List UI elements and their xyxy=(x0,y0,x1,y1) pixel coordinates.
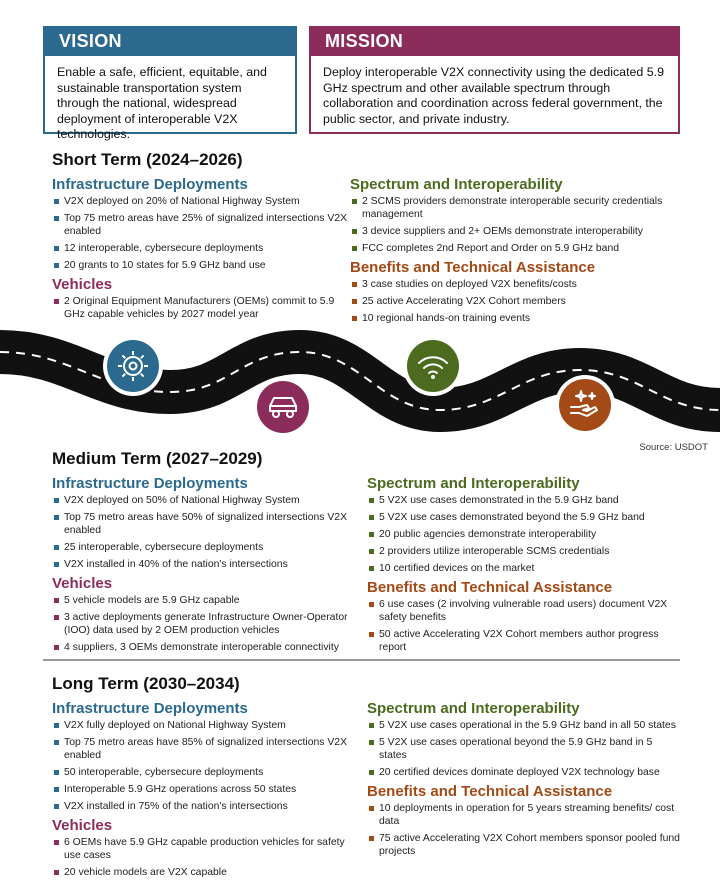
list-item: Top 75 metro areas have 85% of signalized intersections V2X enabled xyxy=(52,736,357,762)
list-item: FCC completes 2nd Report and Order on 5.9 GHz band xyxy=(350,242,685,255)
mission-title: MISSION xyxy=(311,28,678,56)
medium-spectrum-list xyxy=(367,494,682,575)
medium-term-title: Medium Term (2027–2029) xyxy=(52,449,263,468)
list-item: 50 interoperable, cybersecure deployments xyxy=(52,766,357,779)
list-item: 75 active Accelerating V2X Cohort members sponsor pooled fund projects xyxy=(367,832,682,858)
long-benefits-list xyxy=(367,802,682,858)
list-item: 50 active Accelerating V2X Cohort members author progress report xyxy=(367,628,682,654)
long-vehicles-list xyxy=(52,836,357,879)
medium-term-left-column xyxy=(52,475,357,658)
medium-benefits-list xyxy=(367,598,682,654)
list-item: 2 providers utilize interoperable SCMS credentials xyxy=(367,545,682,558)
long-infrastructure-heading: Infrastructure Deployments xyxy=(52,700,248,717)
short-term-left-column xyxy=(52,176,352,325)
list-item: 10 regional hands-on training events xyxy=(350,312,685,325)
medium-benefits-heading: Benefits and Technical Assistance xyxy=(367,579,613,596)
road-graphic xyxy=(0,330,720,440)
medium-vehicles-heading: Vehicles xyxy=(52,575,113,592)
source-credit: Source: USDOT xyxy=(639,442,708,453)
short-spectrum-heading: Spectrum and Interoperability xyxy=(350,176,563,193)
list-item: V2X installed in 40% of the nation's intersections xyxy=(52,558,357,571)
list-item: 10 deployments in operation for 5 years streaming benefits/ cost data xyxy=(367,802,682,828)
list-item: 3 case studies on deployed V2X benefits/costs xyxy=(350,278,685,291)
short-vehicles-heading: Vehicles xyxy=(52,276,113,293)
car-icon xyxy=(253,377,313,437)
list-item: 3 active deployments generate Infrastructure Owner-Operator (IOO) data used by 2 OEM production vehicles xyxy=(52,611,357,637)
hand-sparkle-icon xyxy=(555,375,615,435)
long-benefits-heading: Benefits and Technical Assistance xyxy=(367,783,613,800)
list-item: 2 SCMS providers demonstrate interoperable security credentials management xyxy=(350,195,685,221)
list-item: 20 vehicle models are V2X capable xyxy=(52,866,357,879)
list-item: 5 V2X use cases operational beyond the 5.9 GHz band in 5 states xyxy=(367,736,682,762)
list-item: 4 suppliers, 3 OEMs demonstrate interoperable connectivity xyxy=(52,641,357,654)
list-item: 10 certified devices on the market xyxy=(367,562,682,575)
list-item: V2X fully deployed on National Highway System xyxy=(52,719,357,732)
list-item: Top 75 metro areas have 50% of signalized intersections V2X enabled xyxy=(52,511,357,537)
short-term-right-column xyxy=(350,176,685,329)
long-term-right-column xyxy=(367,700,682,862)
short-term-title: Short Term (2024–2026) xyxy=(52,150,243,169)
list-item: 5 vehicle models are 5.9 GHz capable xyxy=(52,594,357,607)
vision-box xyxy=(43,26,297,141)
long-spectrum-heading: Spectrum and Interoperability xyxy=(367,700,580,717)
vision-title: VISION xyxy=(45,28,295,56)
short-vehicles-list xyxy=(52,295,352,321)
wifi-icon xyxy=(403,336,463,396)
mission-box xyxy=(309,26,680,134)
medium-term-right-column xyxy=(367,475,682,658)
short-spectrum-list xyxy=(350,195,685,255)
long-spectrum-list xyxy=(367,719,682,779)
list-item: 6 use cases (2 involving vulnerable road users) document V2X safety benefits xyxy=(367,598,682,624)
list-item: 20 public agencies demonstrate interoperability xyxy=(367,528,682,541)
list-item: V2X deployed on 50% of National Highway System xyxy=(52,494,357,507)
list-item: 25 interoperable, cybersecure deployments xyxy=(52,541,357,554)
list-item: Top 75 metro areas have 25% of signalized intersections V2X enabled xyxy=(52,212,352,238)
short-infrastructure-list xyxy=(52,195,352,272)
short-benefits-heading: Benefits and Technical Assistance xyxy=(350,259,596,276)
long-vehicles-heading: Vehicles xyxy=(52,817,113,834)
long-term-left-column xyxy=(52,700,357,883)
list-item: 25 active Accelerating V2X Cohort members xyxy=(350,295,685,308)
long-term-title: Long Term (2030–2034) xyxy=(52,674,240,693)
short-infrastructure-heading: Infrastructure Deployments xyxy=(52,176,248,193)
list-item: 5 V2X use cases operational in the 5.9 GHz band in all 50 states xyxy=(367,719,682,732)
short-benefits-list xyxy=(350,278,685,325)
mission-text: Deploy interoperable V2X connectivity using the dedicated 5.9 GHz spectrum and other available spectrum through collaboration and coordination across federal government, the public sector, and private industry. xyxy=(323,65,664,126)
list-item: 20 certified devices dominate deployed V2X technology base xyxy=(367,766,682,779)
long-infrastructure-list xyxy=(52,719,357,813)
list-item: V2X deployed on 20% of National Highway System xyxy=(52,195,352,208)
section-divider xyxy=(43,659,680,661)
list-item: 3 device suppliers and 2+ OEMs demonstrate interoperability xyxy=(350,225,685,238)
gear-icon xyxy=(103,336,163,396)
list-item: 12 interoperable, cybersecure deployments xyxy=(52,242,352,255)
list-item: Interoperable 5.9 GHz operations across 50 states xyxy=(52,783,357,796)
list-item: 20 grants to 10 states for 5.9 GHz band use xyxy=(52,259,352,272)
medium-vehicles-list xyxy=(52,594,357,654)
medium-infrastructure-list xyxy=(52,494,357,571)
vision-text: Enable a safe, efficient, equitable, and sustainable transportation system through the national, widespread deployment of interoperable V2X technologies. xyxy=(57,65,267,141)
list-item: 6 OEMs have 5.9 GHz capable production vehicles for safety use cases xyxy=(52,836,357,862)
list-item: 5 V2X use cases demonstrated in the 5.9 GHz band xyxy=(367,494,682,507)
list-item: V2X installed in 75% of the nation's intersections xyxy=(52,800,357,813)
medium-infrastructure-heading: Infrastructure Deployments xyxy=(52,475,248,492)
list-item: 2 Original Equipment Manufacturers (OEMs) commit to 5.9 GHz capable vehicles by 2027 model year xyxy=(52,295,352,321)
list-item: 5 V2X use cases demonstrated beyond the 5.9 GHz band xyxy=(367,511,682,524)
medium-spectrum-heading: Spectrum and Interoperability xyxy=(367,475,580,492)
